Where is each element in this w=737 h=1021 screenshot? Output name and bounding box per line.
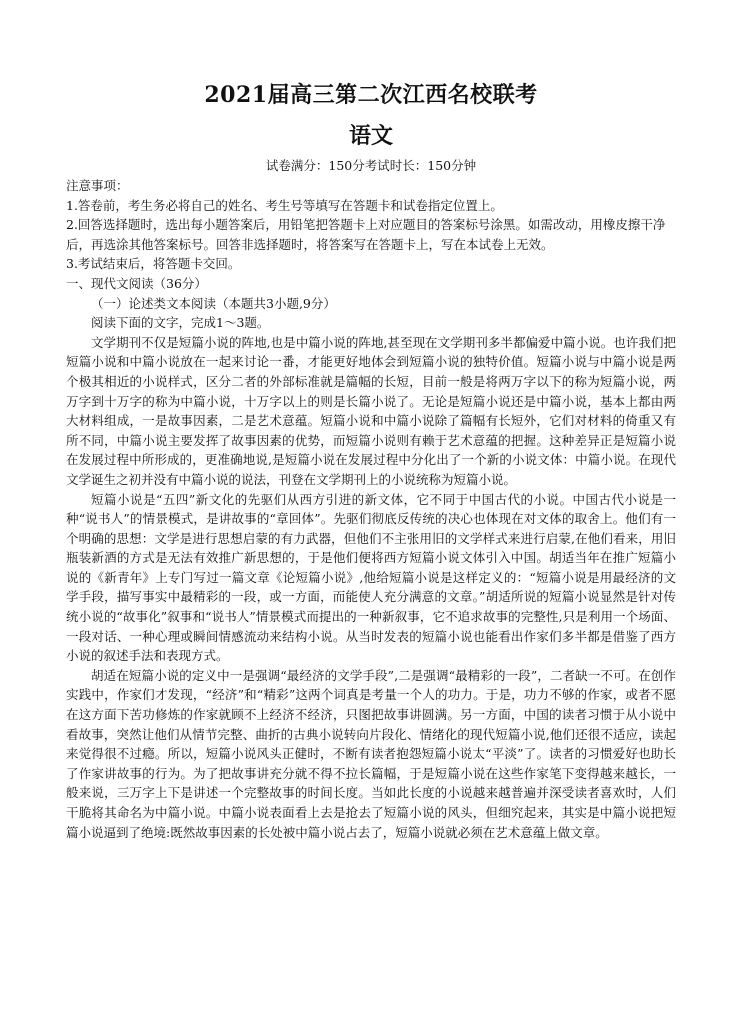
section-reading xyxy=(66,274,676,842)
section-instruction: 阅读下面的文字，完成1～3题。 xyxy=(91,315,270,331)
exam-page xyxy=(66,78,676,842)
notes-block xyxy=(66,176,676,274)
reading-paragraph-1: 文学期刊不仅是短篇小说的阵地,也是中篇小说的阵地,甚至现在文学期刊多半都偏爱中篇小说。也许我们把短篇小说和中篇小说放在一起来讨论一番，才能更好地体会到短篇小说的独特价值。短篇小说与中篇小说是两个极其相近的小说样式，区分二者的外部标准就是篇幅的长短，目前一般是将两万字以下的称为短篇小说，两万字到十万字的称为中篇小说，十万字以上的则是长篇小说了。无论是短篇小说还是中篇小说，基本上都由两大材料组成，一是故事因素，二是艺术意蕴。短篇小说和中篇小说除了篇幅有长短外，它们对材料的倚重又有所不同，中篇小说主要发挥了故事因素的优势，而短篇小说则有赖于艺术意蕴的把握。这种差异正是短篇小说在发展过程中所形成的，更准确地说,是短篇小说在发展过程中分化出了一个新的小说文体：中篇小说。在现代文学诞生之初并没有中篇小说的说法，刊登在文学期刊上的小说统称为短篇小说。 xyxy=(66,334,676,487)
notes-item-1: 1.答卷前，考生务必将自己的姓名、考生号等填写在答题卡和试卷指定位置上。 xyxy=(66,197,503,213)
reading-paragraph-2: 短篇小说是“五四”新文化的先驱们从西方引进的新文体，它不同于中国古代的小说。中国古代小说是一种“说书人”的情景模式，是讲故事的“章回体”。先驱们彻底反传统的决心也体现在对文体的取舍上。他们有一个明确的思想：文学是进行思想启蒙的有力武器，但他们不主张用旧的文学样式来进行启蒙,在他们看来，用旧瓶装新酒的方式是无法有效推广新思想的，于是他们便将西方短篇小说文体引入中国。胡适当年在推广短篇小说的《新青年》上专门写过一篇文章《论短篇小说》,他给短篇小说是这样定义的：“短篇小说是用最经济的文学手段，描写事实中最精彩的一段，或一方面，而能使人充分满意的文章。”胡适所说的短篇小说显然是针对传统小说的“故事化”叙事和“说书人”情景模式而提出的一种新叙事，它不追求故事的完整性,只是利用一个场面、一段对话、一种心理或瞬间情感流动来结构小说。从当时发表的短篇小说也能看出作家们多半都是借鉴了西方小说的叙述手法和表现方式。 xyxy=(66,491,676,664)
reading-paragraph-3: 胡适在短篇小说的定义中一是强调“最经济的文学手段”,二是强调“最精彩的一段”，二者缺一不可。在创作实践中，作家们才发现，“经济”和“精彩”这两个词真是考量一个人的功力。于是，功力不够的作家，或者不愿在这方面下苦功修炼的作家就顾不上经济不经济，只图把故事讲圆满。另一方面，中国的读者习惯于从小说中看故事，突然让他们从情节完整、曲折的古典小说转向片段化、情绪化的现代短篇小说,他们还很不适应，读起来觉得很不过瘾。所以，短篇小说风头正健时，不断有读者抱怨短篇小说太“平淡”了。读者的习惯爱好也助长了作家讲故事的行为。为了把故事讲充分就不得不拉长篇幅，于是短篇小说在这些作家笔下变得越来越长，一般来说，三万字上下是讲述一个完整故事的时间长度。当如此长度的小说越来越普遍并深受读者喜欢时，人们干脆将其命名为中篇小说。中篇小说表面看上去是抢去了短篇小说的风头，但细究起来，其实是中篇小说把短篇小说逼到了绝境:既然故事因素的长处被中篇小说占去了，短篇小说就必须在艺术意蕴上做文章。 xyxy=(66,667,676,840)
exam-title: 2021届高三第二次江西名校联考 xyxy=(204,82,538,108)
notes-item-2: 2.回答选择题时，选出每小题答案后，用铅笔把答题卡上对应题目的答案标号涂黑。如需改动，用橡皮擦干净后，再选涂其他答案标号。回答非选择题时，将答案写在答题卡上，写在本试卷上无效。 xyxy=(66,217,666,252)
exam-info: 试卷满分：150分考试时长：150分钟 xyxy=(265,158,477,173)
notes-heading: 注意事项： xyxy=(66,178,129,193)
section-subheading: （一）论述类文本阅读（本题共3小题,9分） xyxy=(91,295,336,311)
notes-item-3: 3.考试结束后，将答题卡交回。 xyxy=(66,256,241,272)
subject-title: 语文 xyxy=(348,123,393,149)
section-heading: 一、现代文阅读（36分） xyxy=(66,275,207,291)
